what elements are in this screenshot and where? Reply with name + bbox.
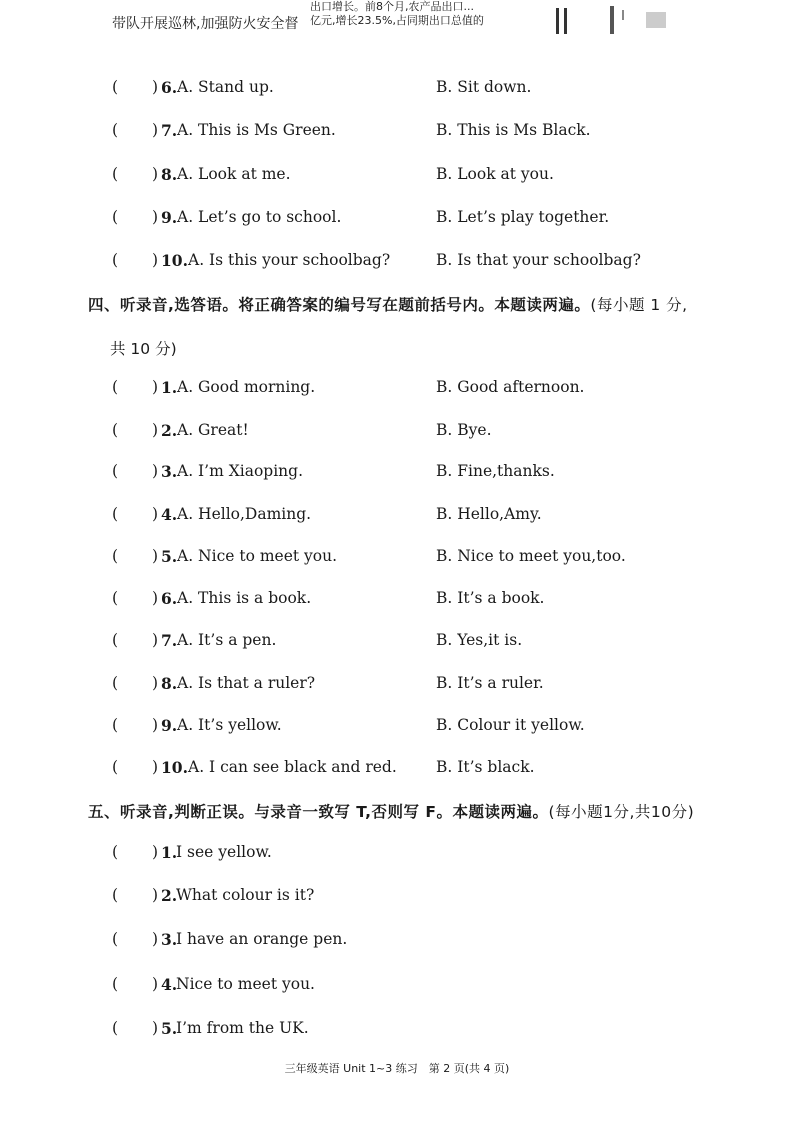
question-row	[0, 462, 794, 488]
answer-bracket-close: )	[152, 121, 159, 139]
answer-bracket-open[interactable]: (	[112, 165, 119, 183]
question-number: 6.	[161, 78, 178, 97]
option-b: B. Colour it yellow.	[436, 716, 585, 734]
question-number: 9.	[161, 716, 178, 735]
bleed-through-header	[0, 0, 794, 40]
statement-text: Nice to meet you.	[176, 975, 315, 993]
answer-bracket-close: )	[152, 505, 159, 523]
answer-bracket-close: )	[152, 462, 159, 480]
question-number: 3.	[161, 930, 178, 949]
answer-bracket-open[interactable]: (	[112, 758, 119, 776]
answer-bracket-close: )	[152, 716, 159, 734]
option-b: B. Yes,it is.	[436, 631, 523, 649]
answer-bracket-open[interactable]: (	[112, 716, 119, 734]
question-row	[0, 758, 794, 784]
answer-bracket-open[interactable]: (	[112, 378, 119, 396]
answer-bracket-open[interactable]: (	[112, 975, 119, 993]
option-b: B. It’s a ruler.	[436, 674, 544, 692]
answer-bracket-close: )	[152, 1019, 159, 1037]
question-number: 8.	[161, 674, 178, 693]
option-a: A. Is that a ruler?	[177, 674, 316, 692]
question-number: 6.	[161, 589, 178, 608]
section-4-heading-tail: (每小题 1 分,	[590, 296, 688, 314]
question-row	[0, 121, 794, 147]
answer-bracket-close: )	[152, 674, 159, 692]
option-a: A. This is Ms Green.	[177, 121, 336, 139]
option-a: A. Good morning.	[177, 378, 316, 396]
answer-bracket-open[interactable]: (	[112, 78, 119, 96]
option-a: A. It’s yellow.	[177, 716, 282, 734]
statement-row	[0, 886, 794, 912]
answer-bracket-close: )	[152, 758, 159, 776]
option-a: A. This is a book.	[177, 589, 312, 607]
answer-bracket-open[interactable]: (	[112, 547, 119, 565]
answer-bracket-open[interactable]: (	[112, 462, 119, 480]
section-4-heading	[88, 293, 728, 315]
question-row	[0, 589, 794, 615]
section-5-heading-text: 五、听录音,判断正误。与录音一致写 T,否则写 F。本题读两遍。	[88, 803, 549, 821]
question-row	[0, 251, 794, 277]
question-number: 2.	[161, 886, 178, 905]
question-row	[0, 421, 794, 447]
question-number: 4.	[161, 505, 178, 524]
question-number: 5.	[161, 1019, 178, 1038]
answer-bracket-open[interactable]: (	[112, 930, 119, 948]
option-b: B. Is that your schoolbag?	[436, 251, 641, 269]
answer-bracket-open[interactable]: (	[112, 1019, 119, 1037]
question-row	[0, 716, 794, 742]
question-row	[0, 378, 794, 404]
option-b: B. This is Ms Black.	[436, 121, 591, 139]
page-footer: 三年级英语 Unit 1~3 练习 第 2 页(共 4 页)	[284, 1062, 510, 1075]
question-row	[0, 674, 794, 700]
scan-artifact-marks	[550, 6, 670, 36]
answer-bracket-close: )	[152, 930, 159, 948]
statement-text: What colour is it?	[176, 886, 315, 904]
option-a: A. I can see black and red.	[188, 758, 397, 776]
answer-bracket-close: )	[152, 251, 159, 269]
option-a: A. Stand up.	[177, 78, 274, 96]
question-number: 10.	[161, 251, 188, 270]
question-number: 8.	[161, 165, 178, 184]
option-a: A. Is this your schoolbag?	[188, 251, 391, 269]
answer-bracket-open[interactable]: (	[112, 505, 119, 523]
statement-text: I have an orange pen.	[176, 930, 348, 948]
bleed-text-right	[310, 0, 484, 28]
option-a: A. Great!	[177, 421, 249, 439]
question-number: 10.	[161, 758, 188, 777]
answer-bracket-open[interactable]: (	[112, 674, 119, 692]
option-a: A. Hello,Daming.	[177, 505, 312, 523]
option-a: A. I’m Xiaoping.	[177, 462, 303, 480]
statement-text: I’m from the UK.	[176, 1019, 309, 1037]
option-b: B. It’s a book.	[436, 589, 545, 607]
answer-bracket-open[interactable]: (	[112, 251, 119, 269]
answer-bracket-close: )	[152, 208, 159, 226]
answer-bracket-close: )	[152, 165, 159, 183]
answer-bracket-open[interactable]: (	[112, 421, 119, 439]
question-number: 4.	[161, 975, 178, 994]
option-b: B. Good afternoon.	[436, 378, 585, 396]
question-number: 5.	[161, 547, 178, 566]
statement-row	[0, 975, 794, 1001]
answer-bracket-open[interactable]: (	[112, 843, 119, 861]
answer-bracket-close: )	[152, 378, 159, 396]
answer-bracket-open[interactable]: (	[112, 121, 119, 139]
option-b: B. Sit down.	[436, 78, 532, 96]
section-4-heading-text: 四、听录音,选答语。将正确答案的编号写在题前括号内。本题读两遍。	[88, 296, 591, 314]
option-b: B. Look at you.	[436, 165, 554, 183]
question-row	[0, 631, 794, 657]
option-a: A. Let’s go to school.	[177, 208, 342, 226]
statement-row	[0, 930, 794, 956]
question-number: 7.	[161, 121, 178, 140]
question-number: 2.	[161, 421, 178, 440]
question-number: 1.	[161, 843, 178, 862]
question-row	[0, 208, 794, 234]
answer-bracket-open[interactable]: (	[112, 589, 119, 607]
section-5-heading-tail: (每小题1分,共10分)	[548, 803, 695, 821]
option-b: B. Hello,Amy.	[436, 505, 542, 523]
answer-bracket-close: )	[152, 421, 159, 439]
bleed-text-right-line2: 亿元,增长23.5%,占同期出口总值的	[310, 14, 484, 27]
section-4-subheading: 共 10 分)	[110, 340, 177, 358]
option-b: B. It’s black.	[436, 758, 535, 776]
answer-bracket-open[interactable]: (	[112, 208, 119, 226]
option-b: B. Fine,thanks.	[436, 462, 555, 480]
answer-bracket-close: )	[152, 78, 159, 96]
option-a: A. It’s a pen.	[177, 631, 277, 649]
answer-bracket-close: )	[152, 547, 159, 565]
answer-bracket-close: )	[152, 886, 159, 904]
option-b: B. Let’s play together.	[436, 208, 610, 226]
bleed-text-right-line1: 出口增长。前8个月,农产品出口...	[310, 0, 474, 13]
question-row	[0, 78, 794, 104]
answer-bracket-open[interactable]: (	[112, 631, 119, 649]
answer-bracket-close: )	[152, 975, 159, 993]
question-row	[0, 547, 794, 573]
answer-bracket-close: )	[152, 589, 159, 607]
answer-bracket-close: )	[152, 631, 159, 649]
question-number: 3.	[161, 462, 178, 481]
option-b: B. Bye.	[436, 421, 492, 439]
statement-text: I see yellow.	[176, 843, 272, 861]
statement-row	[0, 843, 794, 869]
option-a: A. Look at me.	[177, 165, 291, 183]
question-number: 7.	[161, 631, 178, 650]
question-row	[0, 505, 794, 531]
answer-bracket-open[interactable]: (	[112, 886, 119, 904]
option-a: A. Nice to meet you.	[177, 547, 338, 565]
statement-row	[0, 1019, 794, 1045]
option-b: B. Nice to meet you,too.	[436, 547, 626, 565]
question-number: 9.	[161, 208, 178, 227]
bleed-text-left: 带队开展巡林,加强防火安全督	[112, 16, 299, 32]
section-5-heading	[88, 800, 728, 822]
answer-bracket-close: )	[152, 843, 159, 861]
question-number: 1.	[161, 378, 178, 397]
question-row	[0, 165, 794, 191]
